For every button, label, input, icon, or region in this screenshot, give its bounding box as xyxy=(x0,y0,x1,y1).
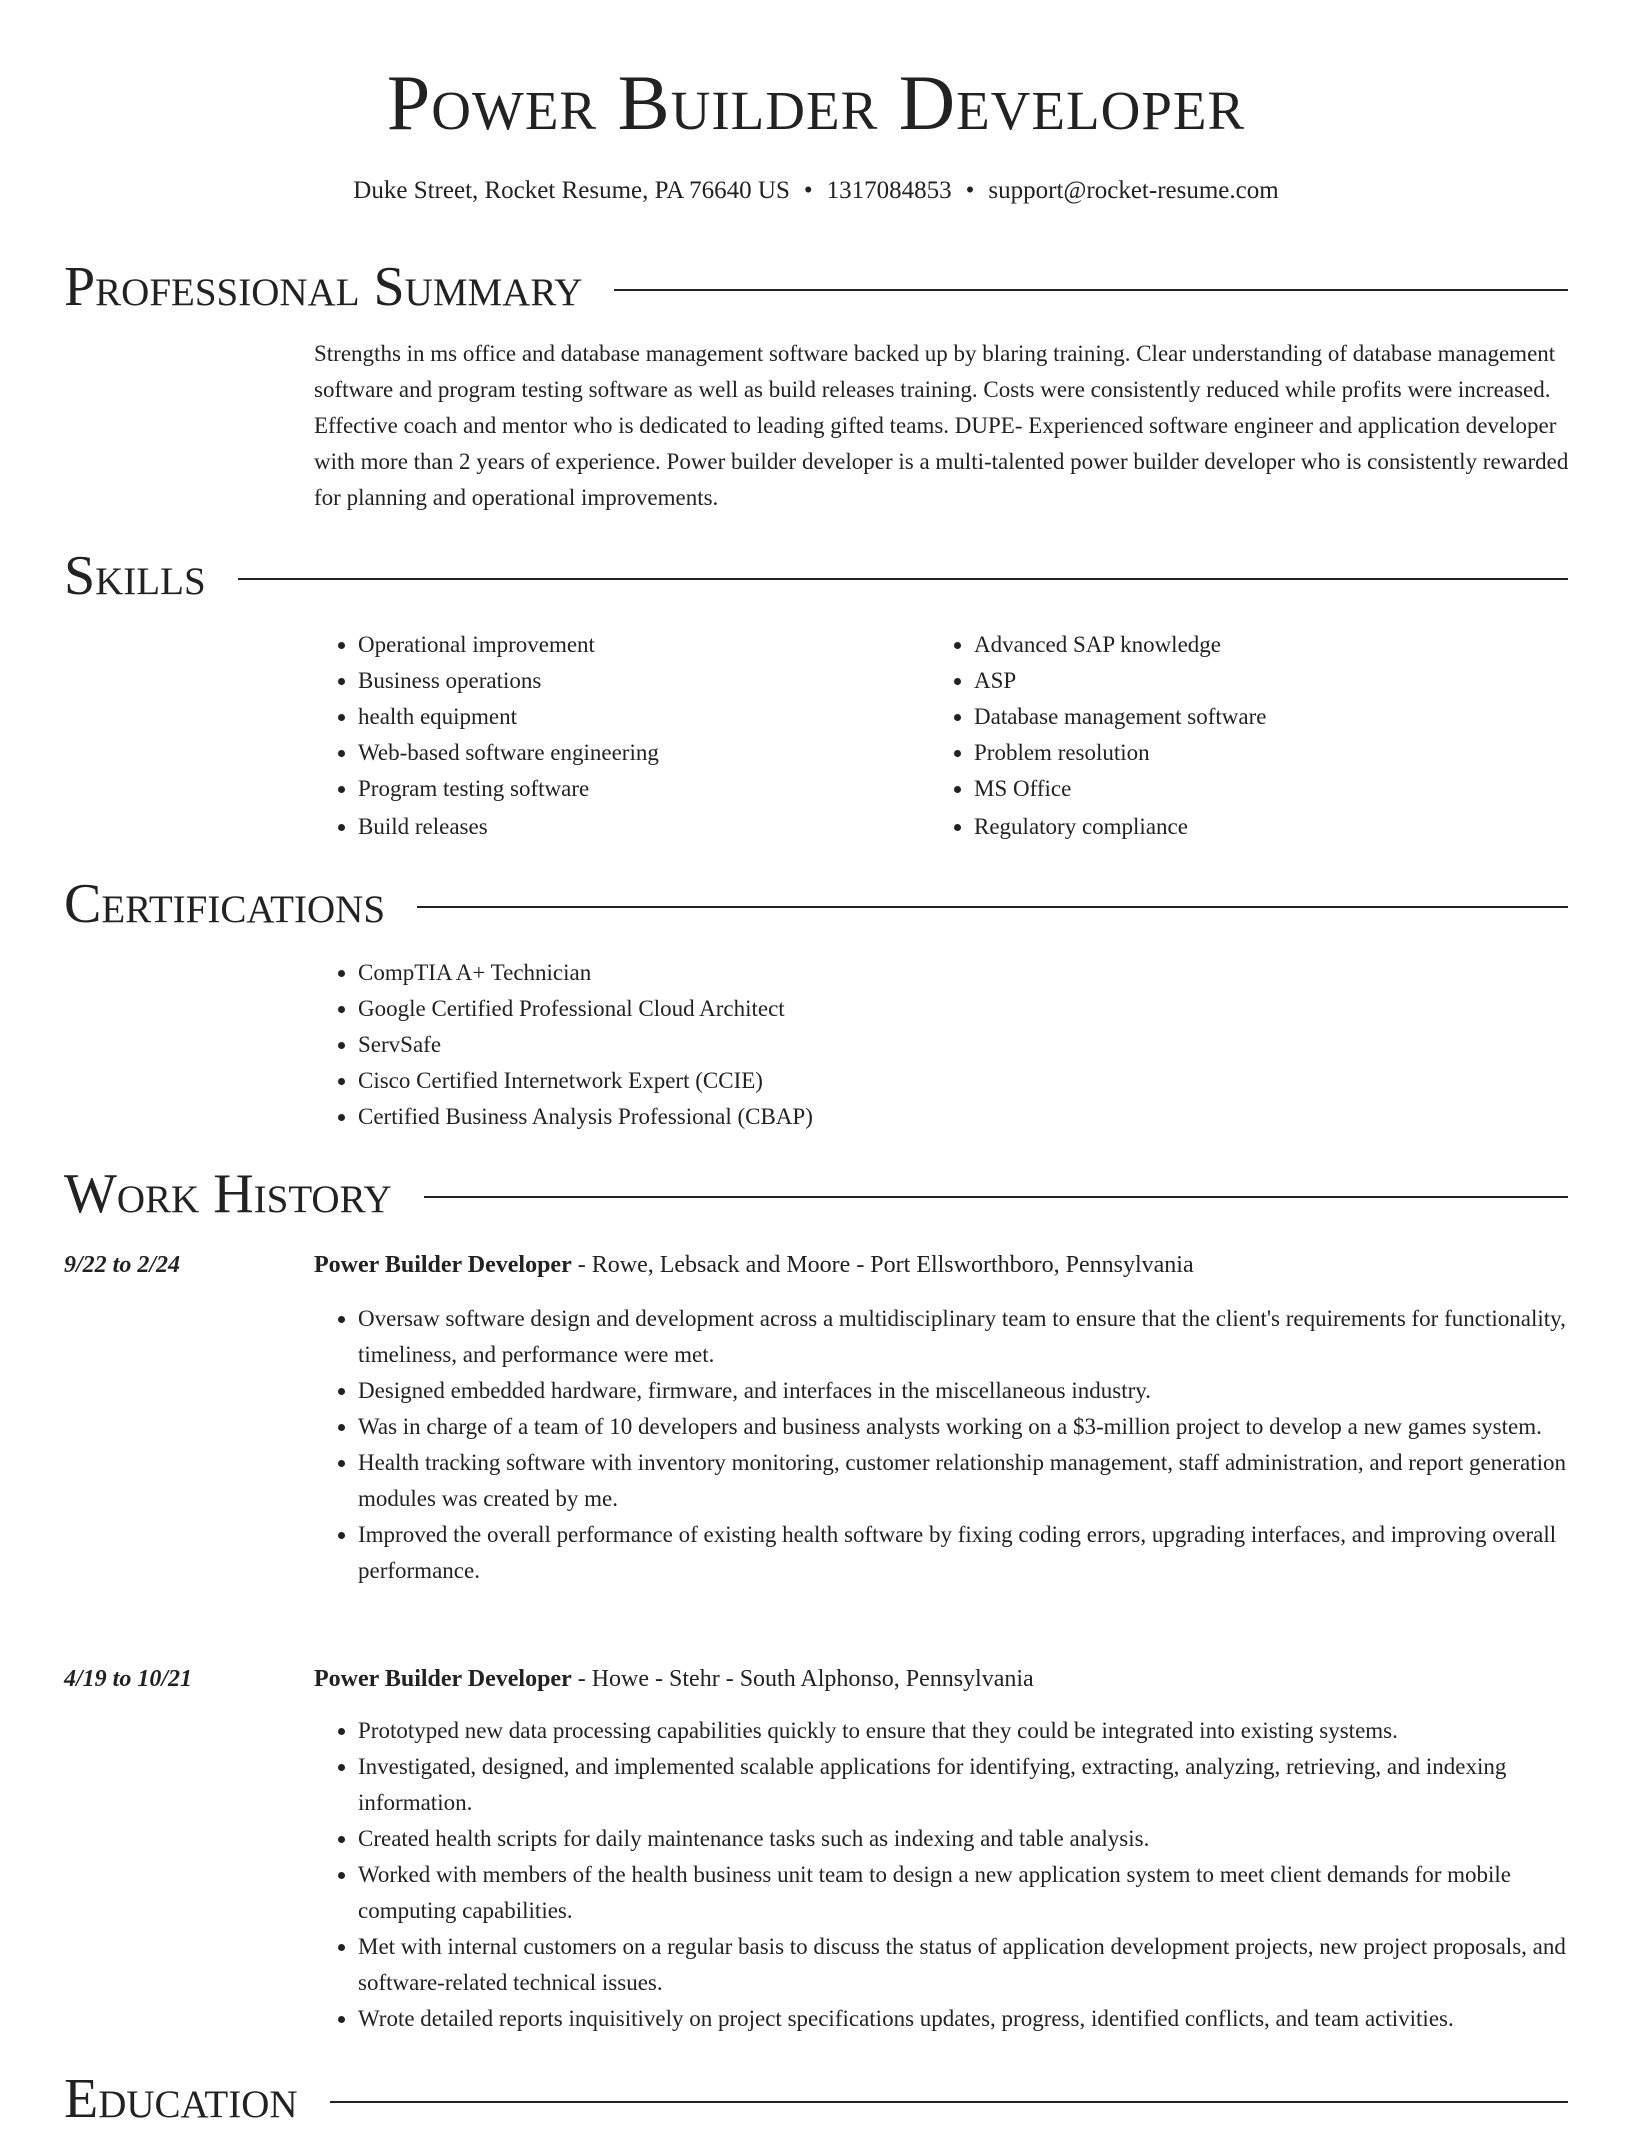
job-title xyxy=(314,1661,1569,1697)
certification-item: • Cisco Certified Internetwork Expert (CCIE) xyxy=(358,1063,1569,1099)
contact-separator: • xyxy=(803,177,813,204)
section-heading: Skills xyxy=(64,545,206,607)
contact-address: Duke Street, Rocket Resume, PA 76640 US xyxy=(353,177,790,204)
section-heading: Work History xyxy=(64,1163,392,1225)
skill-item: • MS Office xyxy=(974,771,1530,807)
section-skills-header xyxy=(64,544,1568,608)
certification-item: • CompTIA A+ Technician xyxy=(358,955,1569,991)
job-bullet: • Worked with members of the health business unit team to design a new application system to meet client demands for mobile computing capabilities. xyxy=(358,1857,1569,1929)
section-heading: Professional Summary xyxy=(64,256,583,318)
job-bullet: • Designed embedded hardware, firmware, and interfaces in the miscellaneous industry. xyxy=(358,1373,1569,1409)
skill-item: • Build releases xyxy=(358,809,874,845)
contact-line xyxy=(0,174,1632,208)
skills-column-left xyxy=(314,627,874,845)
job-bullet: • Oversaw software design and development across a multidisciplinary team to ensure that the client's requirements for functionality, timeliness, and performance were met. xyxy=(358,1301,1569,1373)
skill-item: • Operational improvement xyxy=(358,627,874,663)
job-bullet: • Met with internal customers on a regular basis to discuss the status of application development projects, new project proposals, and software-related technical issues. xyxy=(358,1929,1569,2001)
summary-text: Strengths in ms office and database management software backed up by blaring training. Clear understanding of database management software and program testing software as well as build releases training. Costs were consistently reduced while profits were increased. Effective coach and mentor who is dedicated to leading gifted teams. DUPE- Experienced software engineer and application developer with more than 2 years of experience. Power builder developer is a multi-talented power builder developer who is consistently rewarded for planning and operational improvements. xyxy=(314,341,1569,510)
section-divider xyxy=(330,2101,1568,2103)
job-role: Power Builder Developer xyxy=(314,1252,572,1278)
skill-item: • ASP xyxy=(974,663,1530,699)
skill-item: • Business operations xyxy=(358,663,874,699)
section-divider xyxy=(424,1196,1568,1198)
section-divider xyxy=(238,578,1568,580)
contact-separator: • xyxy=(965,177,975,204)
job-bullet: • Created health scripts for daily maintenance tasks such as indexing and table analysis. xyxy=(358,1821,1569,1857)
skill-item: • Program testing software xyxy=(358,771,874,807)
contact-phone: 1317084853 xyxy=(826,177,952,204)
job-bullet: • Improved the overall performance of existing health software by fixing coding errors, upgrading interfaces, and improving overall performance. xyxy=(358,1517,1569,1589)
skill-item: • Web-based software engineering xyxy=(358,735,874,771)
skill-item: • Regulatory compliance xyxy=(974,809,1530,845)
section-summary-header xyxy=(64,255,1568,319)
job-bullet: • Health tracking software with inventory monitoring, customer relationship management, staff administration, and report generation modules was created by me. xyxy=(358,1445,1569,1517)
certification-item: • Google Certified Professional Cloud Architect xyxy=(358,991,1569,1027)
section-work-history-header xyxy=(64,1162,1568,1226)
skill-item: • Advanced SAP knowledge xyxy=(974,627,1530,663)
job-bullet: • Prototyped new data processing capabilities quickly to ensure that they could be integrated into existing systems. xyxy=(358,1713,1569,1749)
skill-item: • Problem resolution xyxy=(974,735,1530,771)
job-dates: 4/19 to 10/21 xyxy=(64,1666,193,1692)
job-dates: 9/22 to 2/24 xyxy=(64,1252,181,1278)
certification-item: • ServSafe xyxy=(358,1027,1569,1063)
job-role: Power Builder Developer xyxy=(314,1666,572,1692)
section-divider xyxy=(614,289,1568,291)
job-bullets xyxy=(314,1301,1569,1589)
job-details: - Howe - Stehr - South Alphonso, Pennsylvania xyxy=(571,1666,1034,1692)
contact-email: support@rocket-resume.com xyxy=(988,177,1279,204)
job-details: - Rowe, Lebsack and Moore - Port Ellsworthboro, Pennsylvania xyxy=(571,1252,1194,1278)
section-heading: Certifications xyxy=(64,873,386,935)
skills-column-right xyxy=(930,627,1530,845)
job-bullet: • Wrote detailed reports inquisitively on project specifications updates, progress, identified conflicts, and team activities. xyxy=(358,2001,1569,2037)
job-title xyxy=(314,1247,1569,1283)
section-certifications-header xyxy=(64,872,1568,936)
certifications-list xyxy=(314,955,1569,1135)
job-bullet: • Was in charge of a team of 10 developers and business analysts working on a $3-million project to develop a new games system. xyxy=(358,1409,1569,1445)
skill-item: • health equipment xyxy=(358,699,874,735)
section-heading: Education xyxy=(64,2068,298,2130)
section-education-header xyxy=(64,2067,1568,2131)
job-bullets xyxy=(314,1713,1569,2037)
job-bullet: • Investigated, designed, and implemented scalable applications for identifying, extracting, analyzing, retrieving, and indexing information. xyxy=(358,1749,1569,1821)
certification-item: • Certified Business Analysis Professional (CBAP) xyxy=(358,1099,1569,1135)
skill-item: • Database management software xyxy=(974,699,1530,735)
resume-name: Power Builder Developer xyxy=(386,59,1246,146)
section-divider xyxy=(417,906,1568,908)
